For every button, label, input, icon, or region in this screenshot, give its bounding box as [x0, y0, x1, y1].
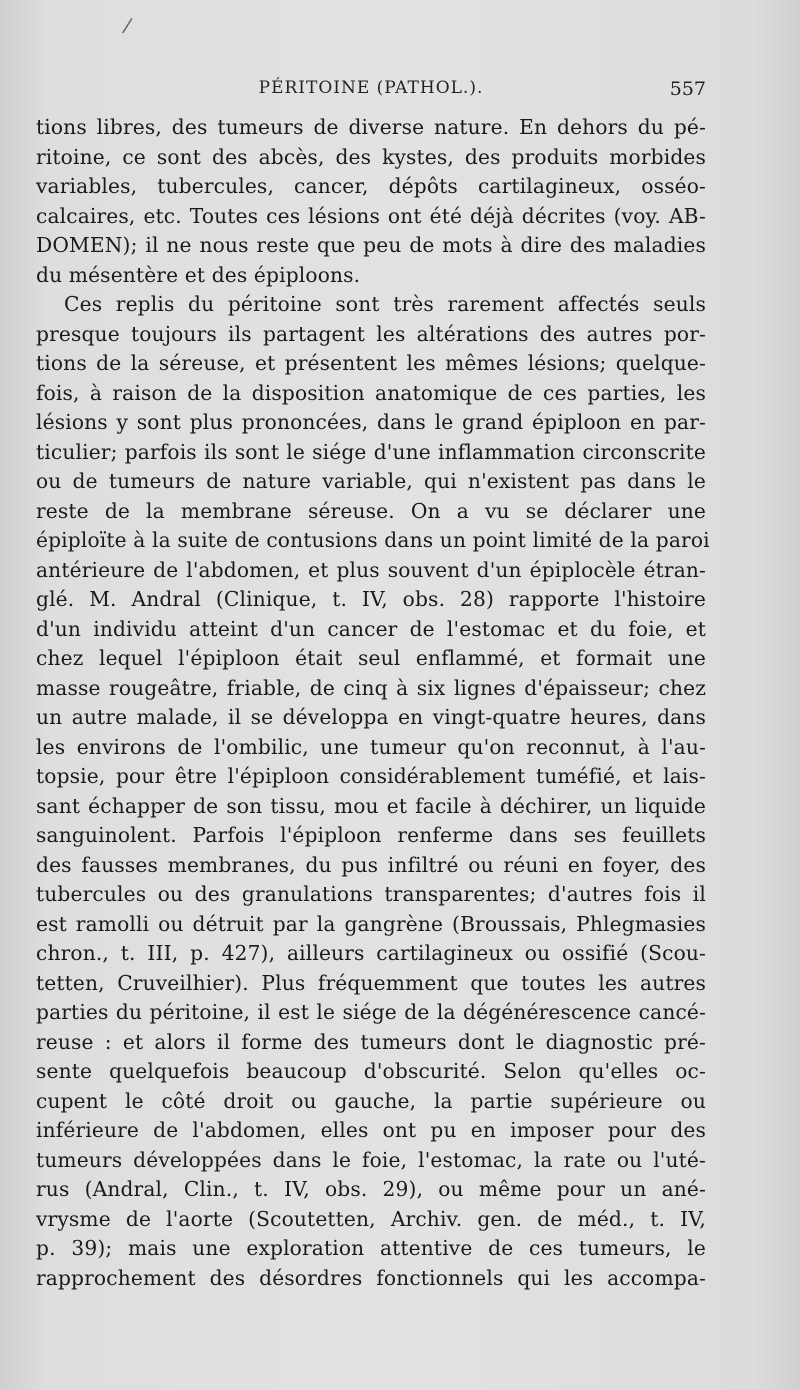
text-line: masse rougeâtre, friable, de cinq à six lignes d'épaisseur; chez — [36, 675, 706, 700]
body-text — [36, 113, 710, 1293]
text-line: inférieure de l'abdomen, elles ont pu en imposer pour des — [36, 1118, 706, 1142]
text-line: tions libres, des tumeurs de diverse nature. En dehors du pé- — [36, 115, 706, 139]
text-line: ou de tumeurs de nature variable, qui n'existent pas dans le — [36, 469, 706, 493]
text-line: un autre malade, il se développa en vingt-quatre heures, dans — [36, 705, 706, 729]
text-line: topsie, pour être l'épiploon considérablement tuméfié, et lais- — [36, 764, 706, 788]
text-line: cupent le côté droit ou gauche, la partie supérieure ou — [36, 1088, 706, 1113]
text-line: vrysme de l'aorte (Scoutetten, Archiv. gen. de méd., t. IV, — [36, 1206, 706, 1231]
page-number: 557 — [669, 78, 706, 100]
text-line: glé. M. Andral (Clinique, t. IV, obs. 28) rapporte l'histoire — [36, 587, 706, 611]
text-line: p. 39); mais une exploration attentive de ces tumeurs, le — [36, 1236, 706, 1260]
page-header — [36, 78, 706, 108]
text-line: variables, tubercules, cancer, dépôts cartilagineux, osséo- — [36, 174, 706, 198]
text-line: sente quelquefois beaucoup d'obscurité. Selon qu'elles oc- — [36, 1059, 706, 1083]
text-line: presque toujours ils partagent les altérations des autres por- — [36, 321, 706, 346]
text-line: du mésentère et des épiploons. — [36, 262, 361, 287]
text-line: les environs de l'ombilic, une tumeur qu'on reconnut, à l'au- — [36, 734, 706, 759]
text-line: tetten, Cruveilhier). Plus fréquemment que toutes les autres — [36, 970, 706, 995]
text-line: DOMEN); il ne nous reste que peu de mots à dire des maladies — [36, 233, 706, 257]
text-line: reuse : et alors il forme des tumeurs dont le diagnostic pré- — [36, 1029, 706, 1054]
text-line: chron., t. III, p. 427), ailleurs cartilagineux ou ossifié (Scou- — [36, 941, 706, 965]
paragraph-start-line: Ces replis du péritoine sont très rarement affectés seuls — [64, 292, 706, 316]
text-line: parties du péritoine, il est le siége de la dégénérescence cancé- — [36, 1000, 706, 1024]
text-line: tumeurs développées dans le foie, l'estomac, la rate ou l'uté- — [36, 1147, 706, 1172]
text-line: épiploïte à la suite de contusions dans un point limité de la paroi — [36, 528, 710, 552]
text-line: rapprochement des désordres fonctionnels qui les accompa- — [36, 1265, 706, 1290]
text-line: reste de la membrane séreuse. On a vu se déclarer une — [36, 498, 706, 523]
text-line: calcaires, etc. Toutes ces lésions ont été déjà décrites (voy. AB- — [36, 203, 706, 228]
text-line: chez lequel l'épiploon était seul enflammé, et formait une — [36, 646, 706, 670]
text-line: d'un individu atteint d'un cancer de l'estomac et du foie, et — [36, 616, 706, 641]
corner-mark: / — [121, 12, 134, 38]
text-line: ritoine, ce sont des abcès, des kystes, des produits morbides — [36, 144, 706, 169]
text-line: tubercules ou des granulations transparentes; d'autres fois il — [36, 882, 706, 906]
text-line: rus (Andral, Clin., t. IV, obs. 29), ou même pour un ané- — [36, 1177, 706, 1201]
text-line: des fausses membranes, du pus infiltré ou réuni en foyer, des — [36, 852, 706, 877]
text-line: fois, à raison de la disposition anatomique de ces parties, les — [36, 380, 706, 405]
text-line: sant échapper de son tissu, mou et facile à déchirer, un liquide — [36, 793, 706, 818]
text-line: antérieure de l'abdomen, et plus souvent d'un épiplocèle étran- — [36, 557, 706, 582]
text-line: ticulier; parfois ils sont le siége d'une inflammation circonscrite — [36, 439, 706, 464]
text-line: tions de la séreuse, et présentent les mêmes lésions; quelque- — [36, 351, 706, 375]
text-line: est ramolli ou détruit par la gangrène (Broussais, Phlegmasies — [36, 911, 706, 936]
text-line: lésions y sont plus prononcées, dans le grand épiploon en par- — [36, 410, 706, 434]
text-line: sanguinolent. Parfois l'épiploon renferme dans ses feuillets — [36, 823, 706, 847]
running-title: PÉRITOINE (PATHOL.). — [258, 78, 484, 98]
